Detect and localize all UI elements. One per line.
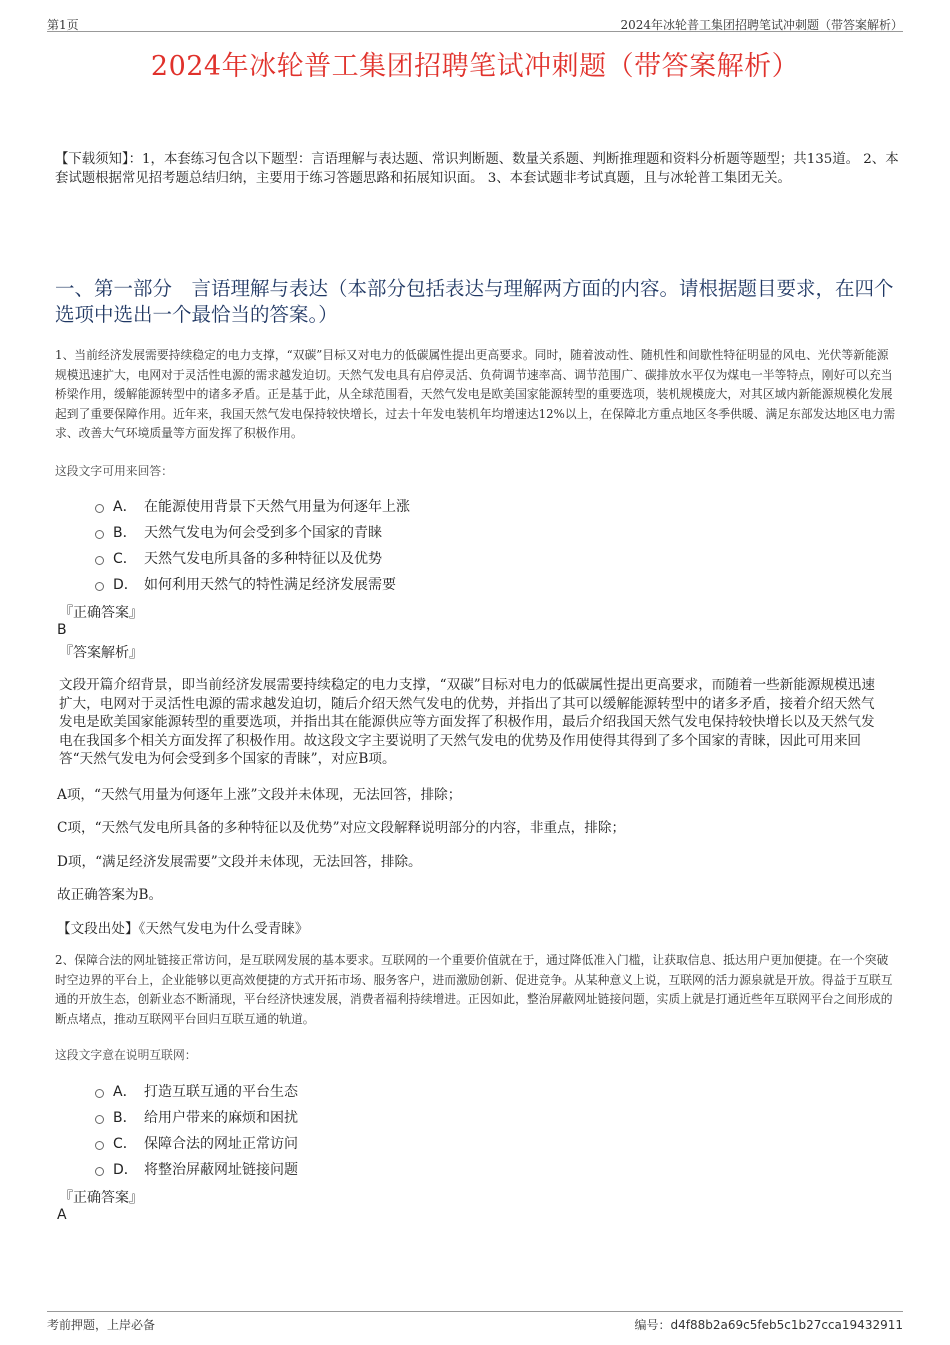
- question-1-options: [95, 493, 410, 597]
- header-doc-title: 2024年冰轮普工集团招聘笔试冲刺题（带答案解析）: [620, 18, 903, 32]
- footer-code: [635, 1316, 903, 1333]
- answer-value: B: [57, 622, 67, 638]
- answer-label: 『正确答案』: [59, 605, 143, 621]
- question-2-text: 2、保障合法的网址链接正常访问，是互联网发展的基本要求。互联网的一个重要价值就在于，通过降低准入门槛，让获取信息、抵达用户更加便捷。在一个突破时空边界的平台上，企业能够以更高效便捷的方式开拓市场、服务客户，进而激励创新、促进竞争。从某种意义上说，互联网的活力源泉就是开放。得益于互联互通的开放生态，创新业态不断涌现，平台经济快速发展，消费者福利持续增进。正因如此，整治屏蔽网址链接问题，实质上就是打通近些年互联网平台之间形成的断点堵点，推动互联网平台回归互联互通的轨道。: [55, 953, 893, 1026]
- option-text: 打造互联互通的平台生态: [144, 1084, 298, 1100]
- section-title: 一、第一部分 言语理解与表达（本部分包括表达与理解两方面的内容。请根据题目要求，在四个选项中选出一个最恰当的答案。）: [55, 277, 894, 326]
- option-key: D．: [113, 1162, 138, 1178]
- radio-icon[interactable]: [95, 582, 104, 591]
- option-b[interactable]: [95, 1104, 298, 1130]
- question-2-prompt: 这段文字意在说明互联网：: [55, 1048, 197, 1062]
- option-b[interactable]: [95, 519, 410, 545]
- option-key: C．: [113, 1136, 137, 1152]
- radio-icon[interactable]: [95, 1141, 104, 1150]
- option-text: 在能源使用背景下天然气用量为何逐年上涨: [144, 499, 410, 515]
- answer-label: 『正确答案』: [59, 1190, 143, 1206]
- option-text: 保障合法的网址正常访问: [144, 1136, 298, 1152]
- radio-icon[interactable]: [95, 1115, 104, 1124]
- option-c[interactable]: [95, 1130, 298, 1156]
- option-c[interactable]: [95, 545, 410, 571]
- answer-value: A: [57, 1207, 67, 1223]
- radio-icon[interactable]: [95, 504, 104, 513]
- option-a[interactable]: [95, 493, 410, 519]
- analysis-label: 『答案解析』: [59, 645, 143, 661]
- radio-icon[interactable]: [95, 530, 104, 539]
- download-notice: 【下载须知】：1，本套练习包含以下题型：言语理解与表达题、常识判断题、数量关系题、判断推理题和资料分析题等题型；共135道。 2、本套试题根据常见招考题总结归纳，主要用于练习答题思路和拓展知识面。 3、本套试题非考试真题，且与冰轮普工集团无关。: [55, 152, 899, 186]
- option-d[interactable]: [95, 1156, 298, 1182]
- code-value: d4f88b2a69c5feb5c1b27cca19432911: [670, 1318, 903, 1332]
- document-title: 2024年冰轮普工集团招聘笔试冲刺题（带答案解析）: [150, 51, 800, 82]
- code-label: 编号：: [634, 1318, 671, 1332]
- analysis-option-c: C项，“天然气发电所具备的多种特征以及优势”对应文段解释说明部分的内容，非重点，排除；: [57, 820, 626, 836]
- option-a[interactable]: [95, 1078, 298, 1104]
- option-key: B．: [113, 525, 137, 541]
- option-text: 天然气发电所具备的多种特征以及优势: [144, 551, 382, 567]
- option-key: D．: [113, 577, 138, 593]
- question-1-prompt: 这段文字可用来回答：: [55, 464, 173, 478]
- passage-source: 【文段出处】《天然气发电为什么受青睐》: [57, 921, 309, 937]
- radio-icon[interactable]: [95, 1089, 104, 1098]
- question-1-text: 1、当前经济发展需要持续稳定的电力支撑，“双碳”目标又对电力的低碳属性提出更高要求。同时，随着波动性、随机性和间歇性特征明显的风电、光伏等新能源规模迅速扩大，电网对于灵活性电源的需求越发迫切。天然气发电具有启停灵活、负荷调节速率高、调节范围广、碳排放水平仅为煤电一半等特点，刚好可以充当桥梁作用，缓解能源转型中的诸多矛盾。正是基于此，从全球范围看，天然气发电是欧美国家能源转型的重要选项，装机规模庞大，对其区域内新能源规模化发展起到了重要保障作用。近年来，我国天然气发电保持较快增长，过去十年发电装机年均增速达12%以上，在保障北方重点地区冬季供暖、满足东部发达地区电力需求、改善大气环境质量等方面发挥了积极作用。: [55, 348, 896, 440]
- option-d[interactable]: [95, 571, 410, 597]
- option-key: B．: [113, 1110, 137, 1126]
- radio-icon[interactable]: [95, 556, 104, 565]
- page-number: 第1页: [47, 18, 79, 32]
- radio-icon[interactable]: [95, 1167, 104, 1176]
- option-key: A．: [113, 499, 137, 515]
- analysis-option-d: D项，“满足经济发展需要”文段并未体现，无法回答，排除。: [57, 854, 422, 870]
- option-key: C．: [113, 551, 137, 567]
- analysis-option-a: A项，“天然气用量为何逐年上涨”文段并未体现，无法回答，排除；: [57, 787, 462, 803]
- option-text: 天然气发电为何会受到多个国家的青睐: [144, 525, 382, 541]
- option-text: 给用户带来的麻烦和困扰: [144, 1110, 298, 1126]
- option-text: 将整治屏蔽网址链接问题: [144, 1162, 298, 1178]
- analysis-conclusion: 故正确答案为B。: [57, 887, 163, 903]
- option-key: A．: [113, 1084, 137, 1100]
- page-footer: [47, 1311, 903, 1333]
- footer-slogan: 考前押题，上岸必备: [47, 1318, 156, 1332]
- option-text: 如何利用天然气的特性满足经济发展需要: [144, 577, 396, 593]
- question-2-options: [95, 1078, 298, 1182]
- analysis-text: 文段开篇介绍背景，即当前经济发展需要持续稳定的电力支撑，“双碳”目标对电力的低碳属性提出更高要求，而随着一些新能源规模迅速扩大，电网对于灵活性电源的需求越发迫切，随后介绍天然气发电的优势，并指出了其可以缓解能源转型中的诸多矛盾，接着介绍天然气发电是欧美国家能源转型的重要选项，并指出其在能源供应等方面发挥了积极作用，最后介绍我国天然气发电保持较快增长以及天然气发电在我国多个相关方面发挥了积极作用。故这段文字主要说明了天然气发电的优势及作用使得其得到了多个国家的青睐，因此可用来回答“天然气发电为何会受到多个国家的青睐”，对应B项。: [59, 677, 875, 768]
- page-header: [47, 14, 903, 32]
